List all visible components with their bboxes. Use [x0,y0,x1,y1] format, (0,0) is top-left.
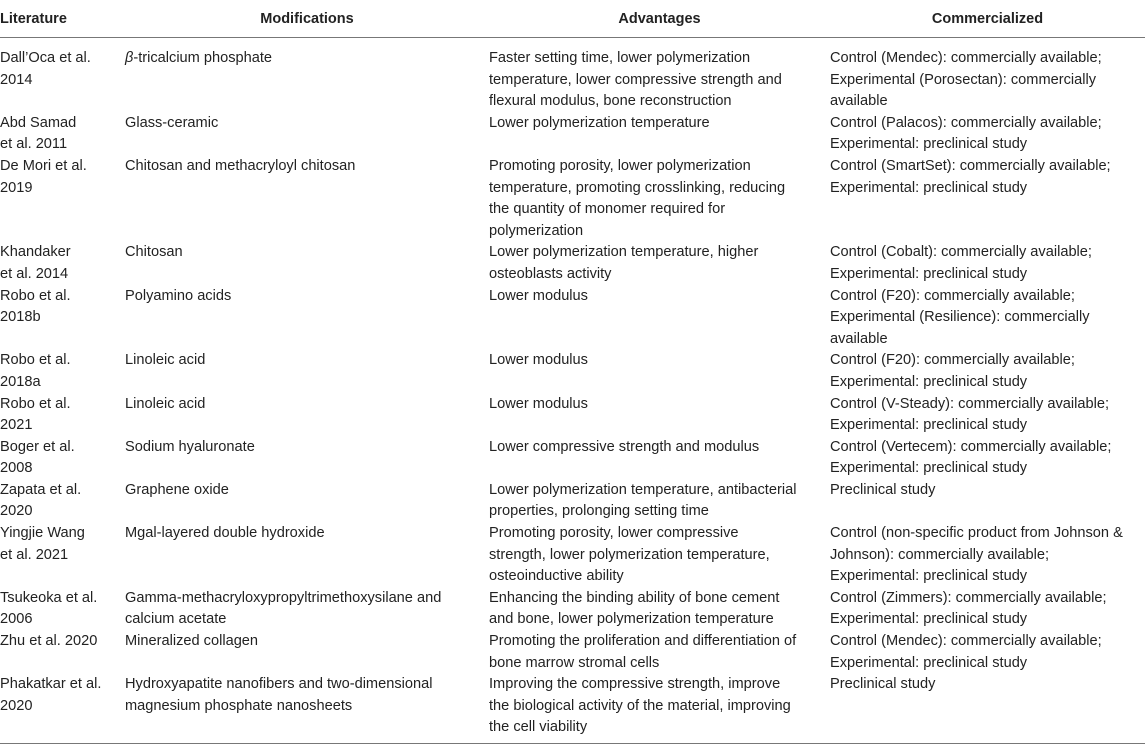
cell-line: Experimental (Resilience): commercially [830,309,1090,326]
cell-line: the cell viability [489,719,588,736]
cell-commercialized [830,38,1145,113]
cell-commercialized [830,523,1145,588]
cell-line: available [830,93,888,110]
header-literature: Literature [0,0,125,38]
cell-line: Yingjie Wang [0,525,85,542]
cell-literature [0,588,125,631]
cell-modifications [125,480,489,523]
cell-line: Faster setting time, lower polymerization [489,50,751,66]
table-row [0,437,1145,480]
cell-line: De Mori et al. [0,157,87,174]
cell-commercialized [830,674,1145,743]
table-row [0,631,1145,674]
cell-line: calcium acetate [125,611,227,628]
cell-line: Zhu et al. 2020 [0,633,98,650]
cell-line: flexural modulus, bone reconstruction [489,93,732,110]
cell-line: Robo et al. [0,352,71,369]
cell-literature [0,674,125,743]
cell-modifications [125,523,489,588]
cell-line: Lower modulus [489,395,588,412]
cell-line: Promoting porosity, lower polymerization [489,157,751,174]
cell-line: 2020 [0,503,33,520]
header-advantages: Advantages [489,0,830,38]
cell-line: Control (Palacos): commercially available; [830,114,1102,131]
cell-modifications [125,156,489,242]
cell-literature [0,631,125,674]
cell-line: Experimental: preclinical study [830,460,1028,477]
cell-line: Control (Zimmers): commercially available; [830,589,1107,606]
cell-literature [0,113,125,156]
cell-line: 2020 [0,697,33,714]
table-row [0,242,1145,285]
cell-line: Sodium hyaluronate [125,438,255,455]
cell-line: bone marrow stromal cells [489,654,660,671]
cell-literature [0,394,125,437]
table-row [0,350,1145,393]
header-commercialized: Commercialized [830,0,1145,38]
cell-commercialized [830,350,1145,393]
cell-literature [0,156,125,242]
cell-line: Experimental: preclinical study [830,136,1028,153]
cell-modifications [125,286,489,351]
cell-line: Glass-ceramic [125,114,219,131]
cell-line: Robo et al. [0,287,71,304]
cell-advantages [489,350,830,393]
cell-advantages [489,480,830,523]
table-row [0,588,1145,631]
cell-modifications [125,242,489,285]
cell-line: strength, lower polymerization temperature, [489,546,770,563]
cell-line: 2019 [0,179,33,196]
cell-modifications [125,113,489,156]
cell-line: Graphene oxide [125,481,229,498]
cell-advantages [489,113,830,156]
cell-line: 2014 [0,71,33,88]
table-header [0,0,1145,38]
cell-line: Lower compressive strength and modulus [489,438,760,455]
cell-line: available [830,330,888,347]
cell-line: β-tricalcium phosphate [125,50,273,66]
cell-line: magnesium phosphate nanosheets [125,697,353,714]
cell-advantages [489,242,830,285]
cell-line: Preclinical study [830,676,936,693]
cell-line: 2018b [0,309,41,326]
cell-line: Dall’Oca et al. [0,50,91,66]
table-row [0,113,1145,156]
cell-commercialized [830,437,1145,480]
cell-commercialized [830,588,1145,631]
beta-symbol: β [125,50,134,66]
cell-line: Control (Mendec): commercially available; [830,50,1102,66]
cell-line: 2006 [0,611,33,628]
header-modifications: Modifications [125,0,489,38]
cell-commercialized [830,480,1145,523]
cell-line: Experimental: preclinical study [830,568,1028,585]
cell-advantages [489,631,830,674]
cell-line: Robo et al. [0,395,71,412]
cell-line: Experimental (Porosectan): commercially [830,71,1097,88]
table-row [0,480,1145,523]
cell-line: Lower polymerization temperature [489,114,710,131]
cell-line: Linoleic acid [125,352,206,369]
table-row [0,394,1145,437]
cell-advantages [489,674,830,743]
table-row [0,286,1145,351]
cell-line: Khandaker [0,244,71,261]
cell-line: polymerization [489,222,584,239]
cell-advantages [489,588,830,631]
cell-line: Control (V-Steady): commercially available; [830,395,1110,412]
cell-commercialized [830,394,1145,437]
cell-line: Gamma-methacryloxypropyltrimethoxysilane and [125,589,442,606]
cell-literature [0,38,125,113]
cell-advantages [489,286,830,351]
cell-line: Mgal-layered double hydroxide [125,525,325,542]
cell-line: the biological activity of the material, improving [489,697,791,714]
cell-line: Hydroxyapatite nanofibers and two-dimensional [125,676,433,693]
cell-literature [0,242,125,285]
cell-line: Experimental: preclinical study [830,179,1028,196]
cell-literature [0,437,125,480]
cell-commercialized [830,242,1145,285]
cell-line: Experimental: preclinical study [830,611,1028,628]
cell-line: Enhancing the binding ability of bone cement [489,589,780,606]
cell-line: Boger et al. [0,438,75,455]
cell-line: Johnson): commercially available; [830,546,1049,563]
cell-commercialized [830,631,1145,674]
cell-modifications [125,38,489,113]
cell-line: Control (F20): commercially available; [830,352,1075,369]
cell-modifications [125,350,489,393]
cell-line: Mineralized collagen [125,633,259,650]
cell-line: temperature, lower compressive strength and [489,71,782,88]
cell-line: Control (Mendec): commercially available; [830,633,1102,650]
cell-line: Polyamino acids [125,287,232,304]
cell-modifications [125,437,489,480]
cell-line: Zapata et al. [0,481,82,498]
cell-line: properties, prolonging setting time [489,503,709,520]
cell-line: Experimental: preclinical study [830,417,1028,434]
cell-line: Experimental: preclinical study [830,373,1028,390]
cell-commercialized [830,286,1145,351]
cell-line: Abd Samad [0,114,77,131]
cell-line: Improving the compressive strength, improve [489,676,781,693]
cell-line: temperature, promoting crosslinking, reducing [489,179,786,196]
table-body [0,38,1145,744]
cell-line: 2021 [0,417,33,434]
table-row [0,674,1145,743]
cell-line: Promoting the proliferation and differentiation of [489,633,797,650]
cell-line: Chitosan [125,244,183,261]
cell-line: Phakatkar et al. [0,676,102,693]
cell-literature [0,480,125,523]
cell-line: Control (Cobalt): commercially available; [830,244,1092,261]
cell-line: the quantity of monomer required for [489,201,726,218]
cell-advantages [489,38,830,113]
cell-advantages [489,394,830,437]
cell-commercialized [830,113,1145,156]
cell-line: 2008 [0,460,33,477]
cell-line: et al. 2011 [0,136,68,153]
cell-line: Tsukeoka et al. [0,589,98,606]
cell-modifications [125,588,489,631]
cell-line: Lower polymerization temperature, higher [489,244,759,261]
cell-line: et al. 2014 [0,265,69,282]
cell-line: osteoinductive ability [489,568,624,585]
cell-line: et al. 2021 [0,546,69,563]
cell-line: Control (non-specific product from Johnson & [830,525,1123,542]
cell-modifications [125,394,489,437]
cell-literature [0,523,125,588]
cell-literature [0,286,125,351]
cell-modifications [125,674,489,743]
cell-line: Lower polymerization temperature, antibacterial [489,481,797,498]
cell-commercialized [830,156,1145,242]
cell-literature [0,350,125,393]
cell-advantages [489,523,830,588]
cell-modifications [125,631,489,674]
cell-line: Experimental: preclinical study [830,654,1028,671]
cell-line: 2018a [0,373,41,390]
table-row [0,38,1145,113]
table-row [0,156,1145,242]
cell-line: Promoting porosity, lower compressive [489,525,739,542]
cell-advantages [489,156,830,242]
cell-line: Lower modulus [489,352,588,369]
cell-line: Preclinical study [830,481,936,498]
cell-line: Control (Vertecem): commercially available; [830,438,1112,455]
cell-line: Chitosan and methacryloyl chitosan [125,157,356,174]
cell-line: Control (SmartSet): commercially available; [830,157,1111,174]
cell-line: osteoblasts activity [489,265,612,282]
cell-line: Control (F20): commercially available; [830,287,1075,304]
table-row [0,523,1145,588]
cell-line: and bone, lower polymerization temperature [489,611,774,628]
cell-advantages [489,437,830,480]
cell-line: Experimental: preclinical study [830,265,1028,282]
cell-line: Linoleic acid [125,395,206,412]
cell-line: Lower modulus [489,287,588,304]
